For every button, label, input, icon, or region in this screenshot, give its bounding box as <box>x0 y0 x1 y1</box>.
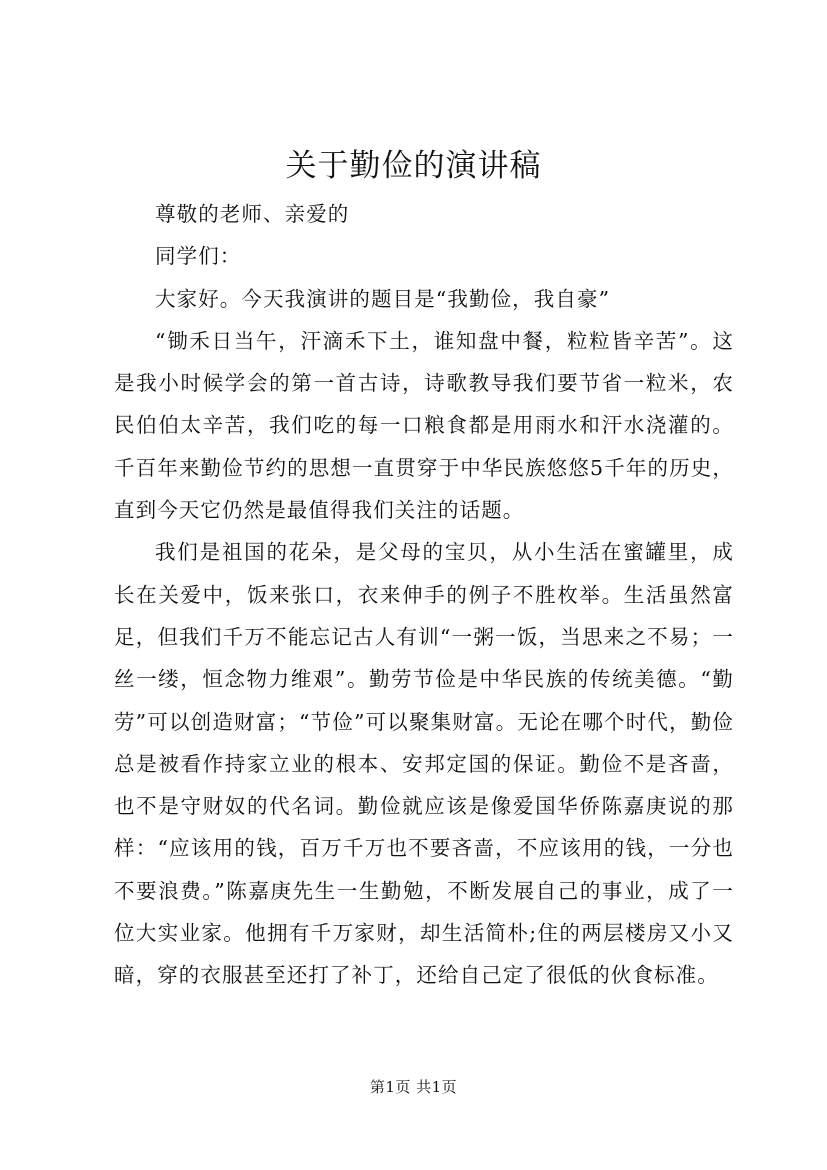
page-title: 关于勤俭的演讲稿 <box>285 148 542 184</box>
salutation-line-2: 同学们： <box>155 244 242 269</box>
poem-paragraph: “锄禾日当午，汗滴禾下土，谁知盘中餐，粒粒皆辛苦”。这是我小时候学会的第一首古诗，诗歌教导我们要节省一粒米，农民伯伯太辛苦，我们吃的每一口粮食都是用雨水和汗水浇灌的。千百年来勤俭节约的思想一直贯穿于中华民族悠悠5千年的历史，直到今天它仍然是最值得我们关注的话题。 <box>114 328 734 523</box>
page-footer: 第1页 共1页 <box>369 1078 458 1096</box>
frugality-paragraph: 我们是祖国的花朵，是父母的宝贝，从小生活在蜜罐里，成长在关爱中，饭来张口，衣来伸手的例子不胜枚举。生活虽然富足，但我们千万不能忘记古人有训“一粥一饭，当思来之不易；一丝一缕，恒念物力维艰”。勤劳节俭是中华民族的传统美德。“勤劳”可以创造财富；“节俭”可以聚集财富。无论在哪个时代，勤俭总是被看作持家立业的根本、安邦定国的保证。勤俭不是吝啬，也不是守财奴的代名词。勤俭就应该是像爱国华侨陈嘉庚说的那样：“应该用的钱，百万千万也不要吝啬，不应该用的钱，一分也不要浪费。”陈嘉庚先生一生勤勉，不断发展自己的事业，成了一位大实业家。他拥有千万家财，却生活简朴;住的两层楼房又小又暗，穿的衣服甚至还打了补丁，还给自己定了很低的伙食标准。 <box>114 540 734 988</box>
salutation-line-1: 尊敬的老师、亲爱的 <box>155 202 350 226</box>
greeting-paragraph: 大家好。今天我演讲的题目是“我勤俭，我自豪” <box>155 286 611 311</box>
document-body <box>114 193 734 997</box>
